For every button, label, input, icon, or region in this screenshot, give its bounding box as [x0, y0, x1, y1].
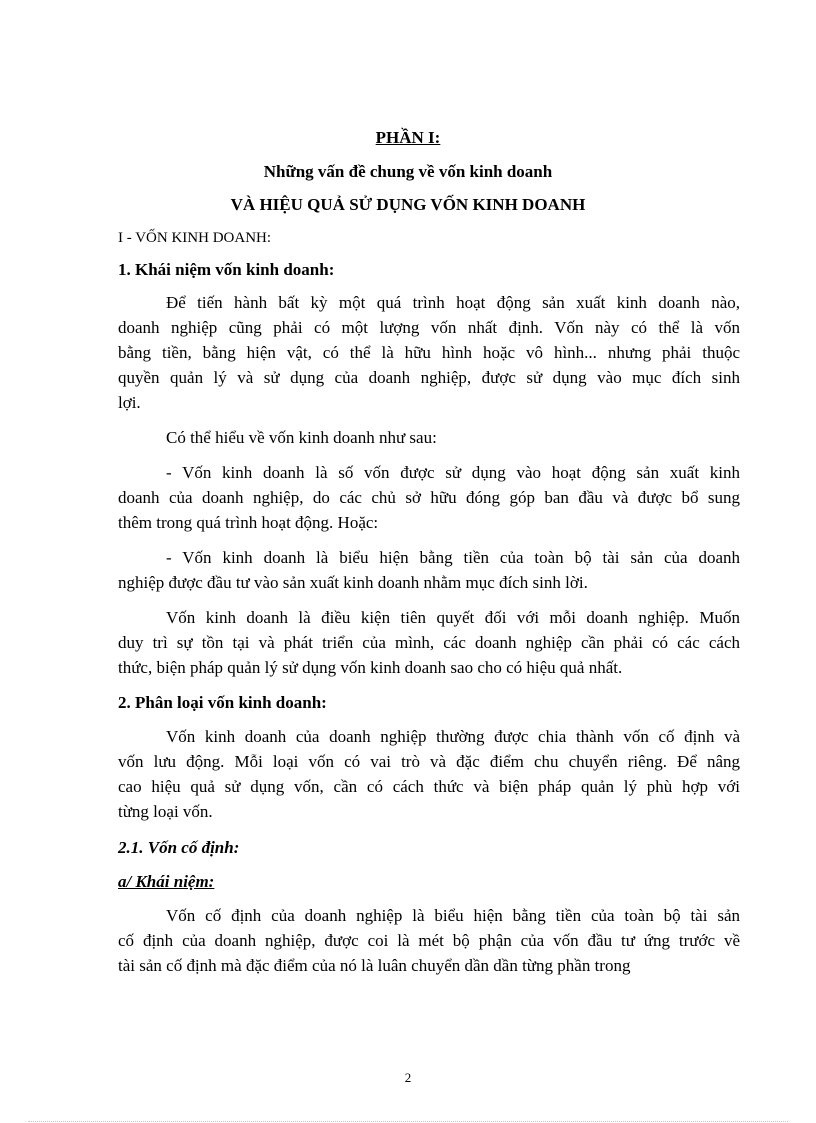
- subsection-heading: 2. Phân loại vốn kinh doanh:: [118, 693, 327, 712]
- section-heading: I - VỐN KINH DOANH:: [118, 230, 272, 246]
- paragraph-line: từng loại vốn.: [118, 802, 213, 821]
- paragraph-line: Có thể hiểu về vốn kinh doanh như sau:: [166, 428, 437, 447]
- sub-subsection-heading: a/ Khái niệm:: [118, 872, 215, 891]
- paragraph-line: cao hiệu quả sử dụng vốn, cần có cách thức và biện pháp quản lý phù hợp với: [118, 777, 740, 796]
- subsection-heading: 1. Khái niệm vốn kinh doanh:: [118, 260, 335, 279]
- paragraph-line: quyền quản lý và sử dụng của doanh nghiệp, được sử dụng vào mục đích sinh: [118, 368, 740, 387]
- chapter-title: VÀ HIỆU QUẢ SỬ DỤNG VỐN KINH DOANH: [230, 195, 586, 214]
- paragraph-line: thêm trong quá trình hoạt động. Hoặc:: [118, 513, 379, 532]
- paragraph-line: nghiệp được đầu tư vào sản xuất kinh doanh nhằm mục đích sinh lời.: [118, 573, 588, 592]
- part-heading: PHẦN I:: [375, 128, 441, 147]
- paragraph-line: duy trì sự tồn tại và phát triển của mình, các doanh nghiệp cần phải có các cách: [118, 633, 740, 652]
- paragraph-line: - Vốn kinh doanh là biểu hiện bằng tiền của toàn bộ tài sản của doanh: [166, 548, 740, 567]
- paragraph-line: vốn lưu động. Mỗi loại vốn có vai trò và đặc điểm chu chuyển riêng. Để nâng: [118, 752, 740, 771]
- paragraph-line: Vốn kinh doanh là điều kiện tiên quyết đối với mỗi doanh nghiệp. Muốn: [166, 608, 740, 627]
- paragraph-line: - Vốn kinh doanh là số vốn được sử dụng vào hoạt động sản xuất kinh: [166, 463, 740, 482]
- paragraph-line: doanh nghiệp cũng phải có một lượng vốn nhất định. Vốn này có thể là vốn: [118, 318, 740, 337]
- subsection-heading: 2.1. Vốn cố định:: [118, 838, 240, 857]
- paragraph-line: Vốn kinh doanh của doanh nghiệp thường được chia thành vốn cố định và: [166, 727, 740, 746]
- paragraph-line: bằng tiền, bằng hiện vật, có thể là hữu hình hoặc vô hình... nhưng phải thuộc: [118, 343, 740, 362]
- page-number: 2: [404, 1070, 412, 1085]
- paragraph-line: cố định của doanh nghiệp, được coi là mét bộ phận của vốn đầu tư ứng trước về: [118, 931, 740, 950]
- chapter-subtitle: Những vấn đề chung về vốn kinh doanh: [263, 162, 553, 181]
- paragraph-line: Vốn cố định của doanh nghiệp là biểu hiện bằng tiền của toàn bộ tài sản: [166, 906, 740, 925]
- paragraph-line: tài sản cố định mà đặc điểm của nó là luân chuyển dần dần từng phần trong: [118, 956, 631, 975]
- paragraph-line: doanh của doanh nghiệp, do các chủ sở hữu đóng góp ban đầu và được bổ sung: [118, 488, 740, 507]
- paragraph-line: thức, biện pháp quản lý sử dụng vốn kinh doanh sao cho có hiệu quả nhất.: [118, 658, 623, 677]
- paragraph-line: Để tiến hành bất kỳ một quá trình hoạt động sản xuất kinh doanh nào,: [166, 293, 740, 312]
- paragraph-line: lợi.: [118, 393, 141, 412]
- page-bottom-divider: [28, 1121, 788, 1122]
